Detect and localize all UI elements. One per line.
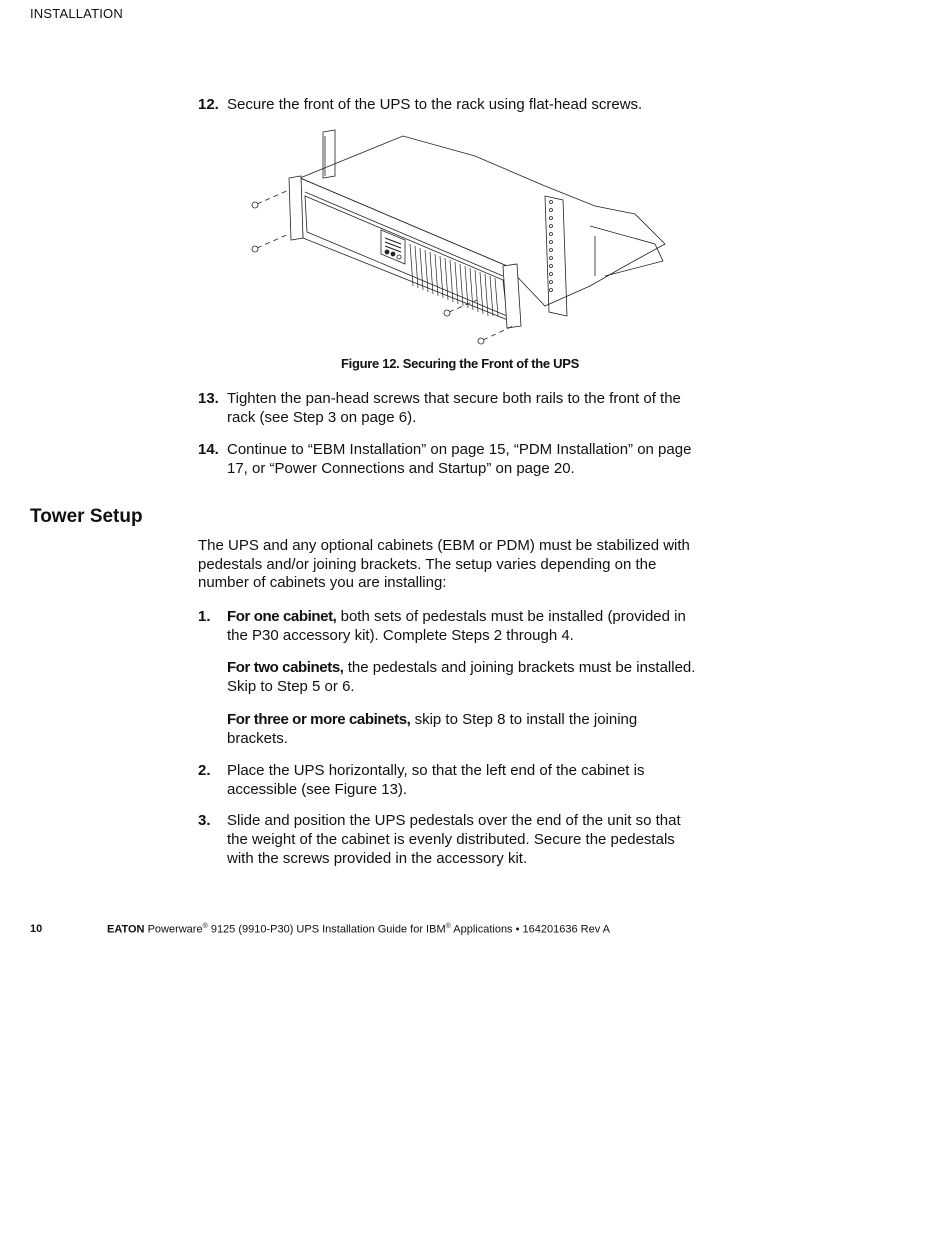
step-text — [227, 607, 698, 645]
step-lead: For one cabinet, — [227, 608, 337, 625]
intro-paragraph: The UPS and any optional cabinets (EBM or PDM) must be stabilized with pedestals and/or joining brackets. The setup varies depending on the number of cabinets you are installing: — [198, 537, 690, 591]
registered-mark: ® — [445, 923, 451, 930]
para-lead: For three or more cabinets, — [227, 711, 411, 728]
step-body: both sets of pedestals must be installed (provided in the P30 accessory kit). Complete Steps 2 through 4. — [227, 608, 686, 644]
tower-step-3 — [198, 811, 698, 868]
step-text: Secure the front of the UPS to the rack using flat-head screws. — [227, 96, 643, 113]
running-header: INSTALLATION — [30, 6, 123, 21]
step-number: 3. — [198, 812, 211, 829]
ups-rack-mount-figure — [245, 126, 675, 348]
step-number: 14. — [198, 441, 219, 458]
step-text: Continue to “EBM Installation” on page 15, “PDM Installation” on page 17, or “Power Connections and Startup” on page 20. — [227, 441, 692, 477]
two-cabinets-paragraph — [227, 658, 697, 696]
rack-holes — [550, 201, 553, 292]
footer-line — [107, 923, 610, 936]
step-13 — [198, 389, 698, 427]
three-cabinets-paragraph — [227, 710, 697, 748]
step-number: 12. — [198, 96, 219, 113]
para-lead: For two cabinets, — [227, 659, 344, 676]
step-number: 1. — [198, 608, 211, 625]
step-14 — [198, 440, 698, 478]
step-number: 13. — [198, 390, 219, 407]
footer-brand: EATON — [107, 923, 145, 936]
step-text: Slide and position the UPS pedestals over the end of the unit so that the weight of the cabinet is evenly distributed. Secure the pedestals with the screws provided in the accessory kit. — [227, 812, 681, 867]
footer-product: Powerware — [147, 923, 203, 936]
para-body: the pedestals and joining brackets must be installed. Skip to Step 5 or 6. — [227, 659, 696, 695]
step-text: Place the UPS horizontally, so that the left end of the cabinet is accessible (see Figure 13). — [227, 762, 645, 798]
figure-caption: Figure 12. Securing the Front of the UPS — [341, 356, 579, 371]
footer-tail: Applications • 164201636 Rev A — [450, 923, 610, 936]
page-number: 10 — [30, 923, 43, 935]
para-body: skip to Step 8 to install the joining brackets. — [227, 711, 638, 747]
tower-step-2 — [198, 761, 698, 799]
step-number: 2. — [198, 762, 211, 779]
tower-step-1 — [198, 607, 698, 645]
step-text: Tighten the pan-head screws that secure both rails to the front of the rack (see Step 3 on page 6). — [227, 390, 681, 426]
section-heading: Tower Setup — [30, 506, 143, 527]
registered-mark: ® — [202, 923, 208, 930]
step-12 — [198, 95, 698, 114]
footer-model: 9125 (9910-P30) UPS Installation Guide for IBM — [207, 923, 446, 936]
